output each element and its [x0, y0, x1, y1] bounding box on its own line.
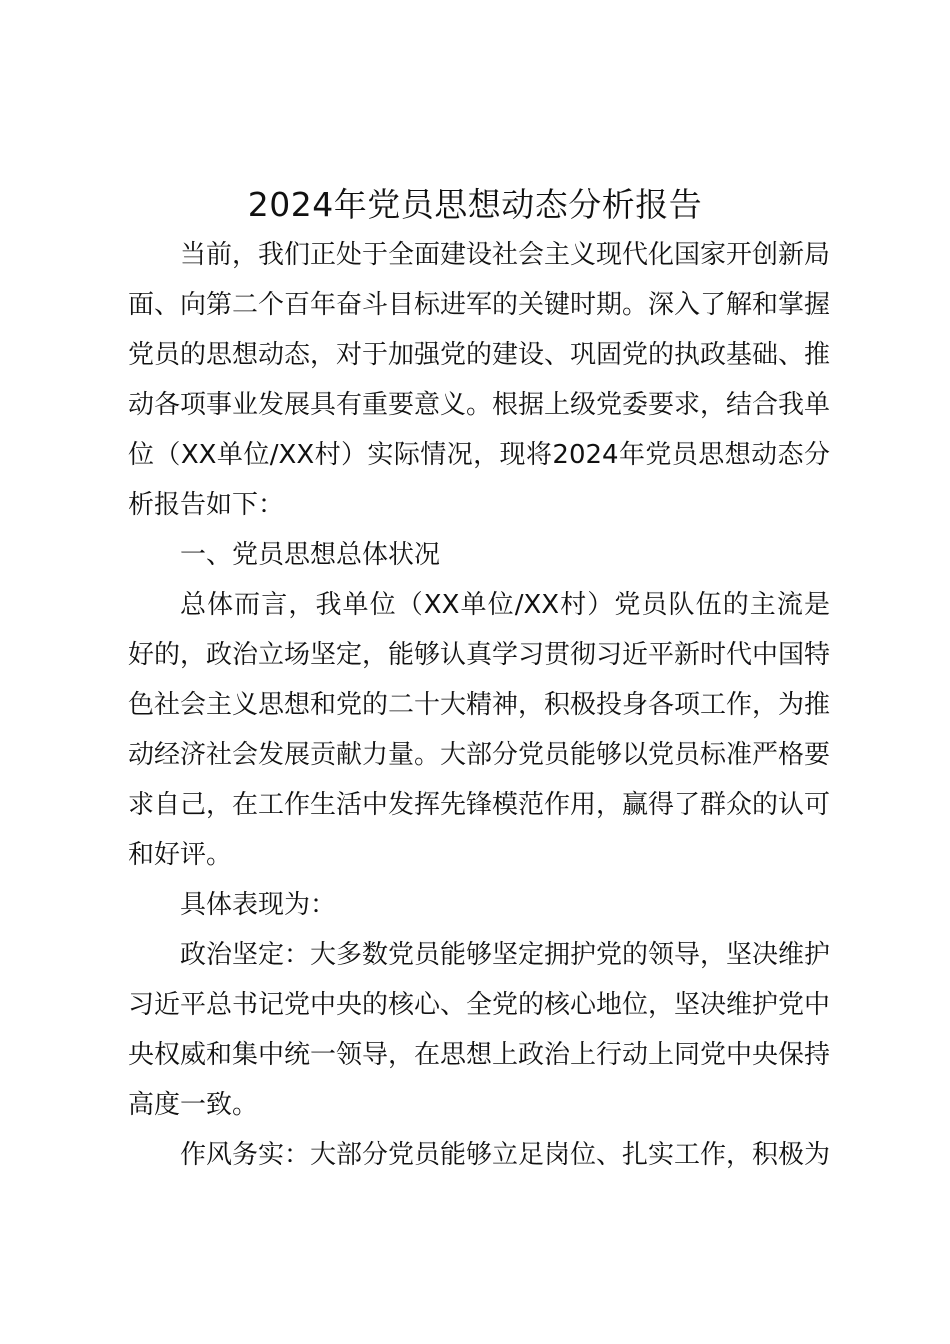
political-firmness-paragraph: 政治坚定：大多数党员能够坚定拥护党的领导，坚决维护习近平总书记党中央的核心、全党的核心地位，坚决维护党中央权威和集中统一领导，在思想上政治上行动上同党中央保持高度一致。 [128, 940, 831, 1120]
overall-status-paragraph: 总体而言，我单位（XX单位/XX村）党员队伍的主流是好的，政治立场坚定，能够认真学习贯彻习近平新时代中国特色社会主义思想和党的二十大精神，积极投身各项工作，为推动经济社会发展贡献力量。大部分党员能够以党员标准严格要求自己，在工作生活中发挥先锋模范作用，赢得了群众的认可和好评。 [128, 590, 831, 870]
document-title: 2024年党员思想动态分析报告 [247, 185, 703, 224]
section-heading-1: 一、党员思想总体状况 [180, 540, 441, 570]
intro-paragraph: 当前，我们正处于全面建设社会主义现代化国家开创新局面、向第二个百年奋斗目标进军的关键时期。深入了解和掌握党员的思想动态，对于加强党的建设、巩固党的执政基础、推动各项事业发展具有重要意义。根据上级党委要求，结合我单位（XX单位/XX村）实际情况，现将2024年党员思想动态分析报告如下： [128, 240, 831, 520]
document-body [128, 230, 830, 1180]
practical-style-paragraph: 作风务实：大部分党员能够立足岗位、扎实工作，积极为 [180, 1140, 831, 1170]
specifics-intro-paragraph: 具体表现为： [180, 890, 337, 920]
